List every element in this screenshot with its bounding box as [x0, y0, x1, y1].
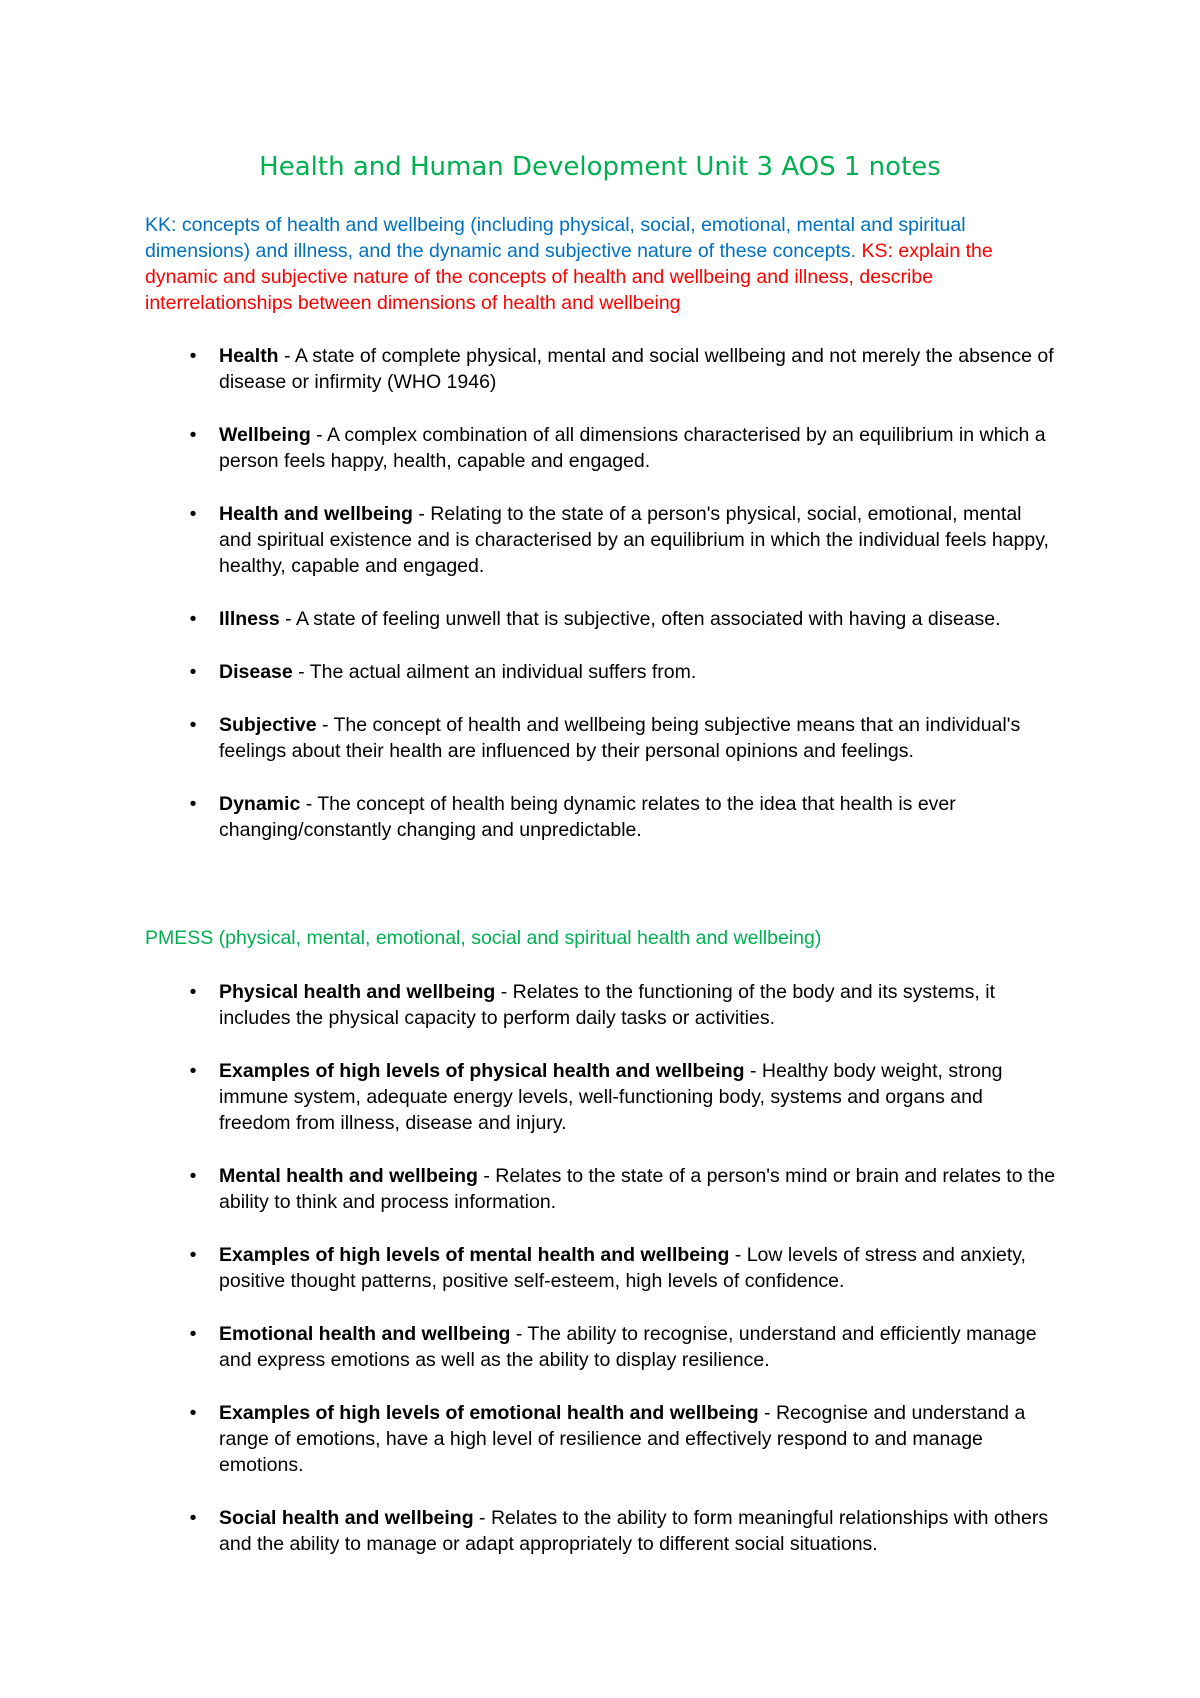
- definition: - Recognise and understand a range of emotions, have a high level of resilience and effectively respond to and manage emotions.: [219, 1402, 1026, 1476]
- definition: - Low levels of stress and anxiety, positive thought patterns, positive self-esteem, high levels of confidence.: [219, 1244, 1026, 1292]
- definition: - The concept of health being dynamic relates to the idea that health is ever changing/constantly changing and unpredictable.: [219, 793, 956, 841]
- term: Examples of high levels of mental health and wellbeing: [219, 1244, 730, 1266]
- list-item: [0, 1163, 1059, 1215]
- bullet-icon: •: [189, 1165, 197, 1187]
- list-item: [0, 659, 1059, 685]
- term: Illness: [219, 608, 280, 630]
- bullet-icon: •: [189, 793, 197, 815]
- list-item: [0, 1400, 1059, 1478]
- bullet-icon: •: [189, 424, 197, 446]
- term: Emotional health and wellbeing: [219, 1323, 511, 1345]
- bullet-icon: •: [189, 608, 197, 630]
- list-item: [0, 1505, 1059, 1557]
- definition: - The actual ailment an individual suffers from.: [292, 661, 697, 683]
- bullet-icon: •: [189, 1402, 197, 1424]
- definition: - A state of feeling unwell that is subjective, often associated with having a disease.: [279, 608, 1001, 630]
- bullet-icon: •: [189, 503, 197, 525]
- term: Subjective: [219, 714, 317, 736]
- list-item: [0, 979, 1059, 1031]
- document-title: Health and Human Development Unit 3 AOS 1 notes: [259, 152, 941, 182]
- term: Wellbeing: [219, 424, 311, 446]
- bullet-icon: •: [189, 1323, 197, 1345]
- bullet-icon: •: [189, 1507, 197, 1529]
- definition: - A complex combination of all dimensions characterised by an equilibrium in which a person feels happy, health, capable and engaged.: [219, 424, 1046, 472]
- term: Mental health and wellbeing: [219, 1165, 478, 1187]
- term: Health: [219, 345, 279, 367]
- bullet-icon: •: [189, 981, 197, 1003]
- list-item: [0, 712, 1059, 764]
- list-item: [0, 422, 1059, 474]
- term: Physical health and wellbeing: [219, 981, 496, 1003]
- pmess-heading: PMESS (physical, mental, emotional, social and spiritual health and wellbeing): [145, 927, 822, 949]
- definition: - Relates to the ability to form meaningful relationships with others and the ability to manage or adapt appropriately to different social situations.: [219, 1507, 1049, 1555]
- definition: - The concept of health and wellbeing being subjective means that an individual's feelings about their health are influenced by their personal opinions and feelings.: [219, 714, 1021, 762]
- key-knowledge-text: KK: concepts of health and wellbeing (including physical, social, emotional, mental and spiritual dimensions) and illness, and the dynamic and subjective nature of these concepts.: [145, 214, 966, 262]
- list-item: [0, 501, 1059, 579]
- list-item: [0, 1321, 1059, 1373]
- definitions-list: [0, 343, 1200, 870]
- definition: - A state of complete physical, mental and social wellbeing and not merely the absence of disease or infirmity (WHO 1946): [219, 345, 1054, 393]
- key-skills-text: KS: explain the dynamic and subjective nature of the concepts of health and wellbeing and illness, describe interrelationships between dimensions of health and wellbeing: [145, 240, 993, 314]
- list-item: [0, 1058, 1059, 1136]
- definition: - The ability to recognise, understand and efficiently manage and express emotions as well as the ability to display resilience.: [219, 1323, 1037, 1371]
- pmess-list: [0, 979, 1200, 1584]
- term: Social health and wellbeing: [219, 1507, 474, 1529]
- term: Dynamic: [219, 793, 301, 815]
- term: Health and wellbeing: [219, 503, 413, 525]
- bullet-icon: •: [189, 1244, 197, 1266]
- term: Examples of high levels of physical health and wellbeing: [219, 1060, 745, 1082]
- definition: - Relates to the functioning of the body and its systems, it includes the physical capacity to perform daily tasks or activities.: [219, 981, 996, 1029]
- definition: - Healthy body weight, strong immune system, adequate energy levels, well-functioning body, systems and organs and freedom from illness, disease and injury.: [219, 1060, 1003, 1134]
- list-item: [0, 1242, 1059, 1294]
- bullet-icon: •: [189, 714, 197, 736]
- definition: - Relating to the state of a person's physical, social, emotional, mental and spiritual existence and is characterised by an equilibrium in which the individual feels happy, healthy, capable and engaged.: [219, 503, 1049, 577]
- list-item: [0, 606, 1059, 632]
- bullet-icon: •: [189, 345, 197, 367]
- term: Disease: [219, 661, 293, 683]
- term: Examples of high levels of emotional health and wellbeing: [219, 1402, 759, 1424]
- list-item: [0, 791, 1059, 843]
- intro-paragraph: [145, 212, 1065, 316]
- bullet-icon: •: [189, 661, 197, 683]
- definition: - Relates to the state of a person's mind or brain and relates to the ability to think and process information.: [219, 1165, 1056, 1213]
- list-item: [0, 343, 1059, 395]
- bullet-icon: •: [189, 1060, 197, 1082]
